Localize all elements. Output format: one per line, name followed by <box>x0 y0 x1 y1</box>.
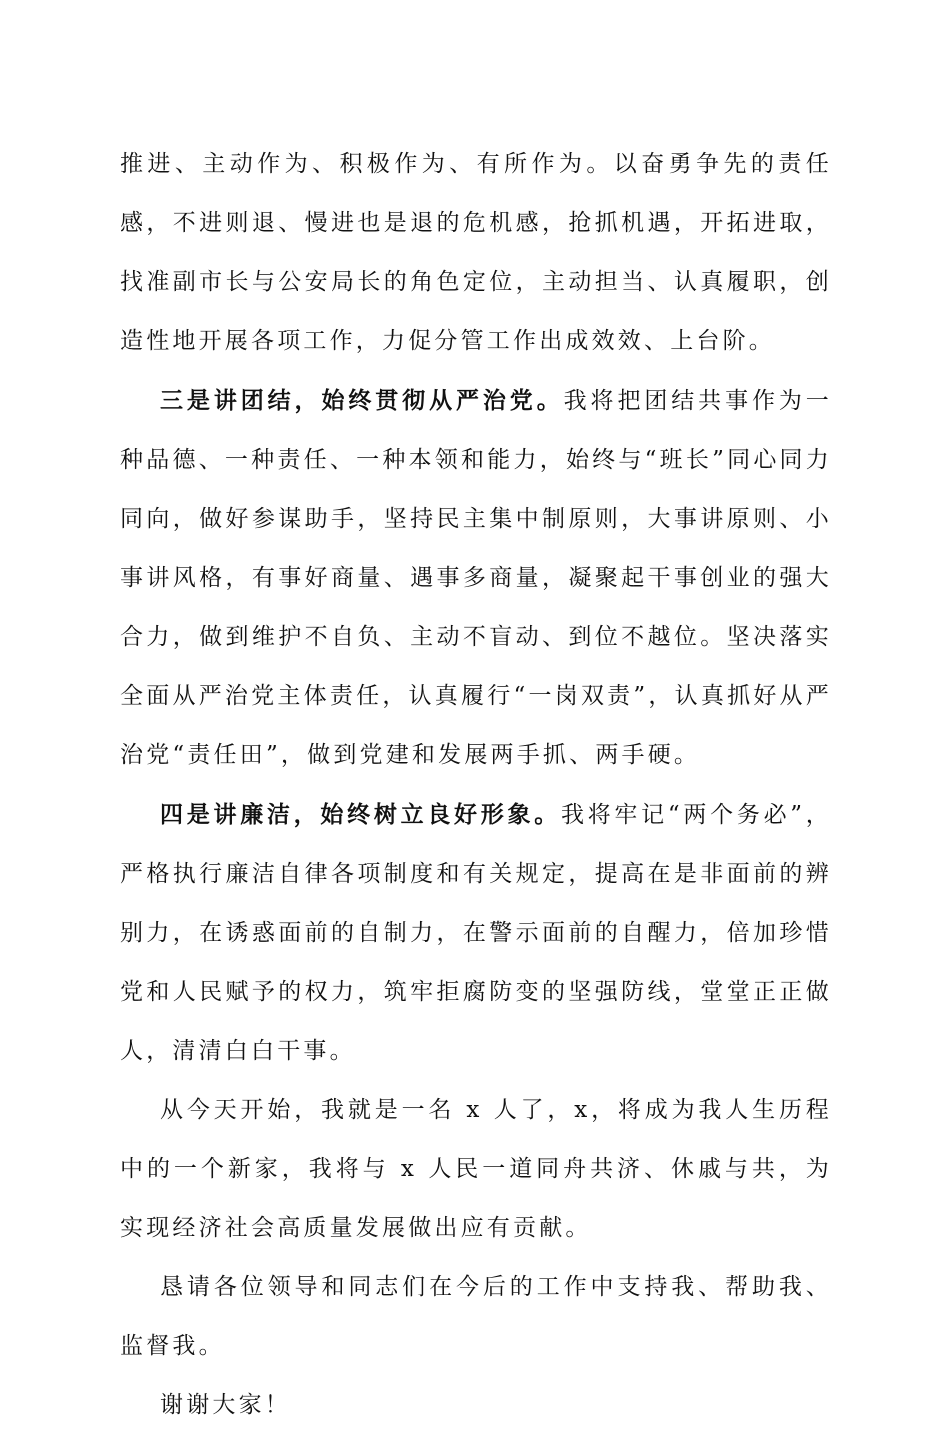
paragraph-thanks <box>120 1376 832 1435</box>
paragraph-body: 我将把团结共事作为一种品德、一种责任、一种本领和能力，始终与“班长”同心同力同向，做好参谋助手，坚持民主集中制原则，大事讲原则、小事讲风格，有事好商量、遇事多商量，凝聚起干事创业的强大合力，做到维护不自负、主动不盲动、到位不越位。坚决落实全面从严治党主体责任，认真履行“一岗双责”，认真抓好从严治党“责任田”，做到党建和发展两手抓、两手硬。 <box>120 388 833 768</box>
paragraph-continuation <box>120 135 832 371</box>
paragraph-unity <box>120 371 832 785</box>
paragraph-heading: 四是讲廉洁，始终树立良好形象。 <box>160 801 561 828</box>
paragraph-body: 我将牢记“两个务必”，严格执行廉洁自律各项制度和有关规定，提高在是非面前的辨别力，在诱惑面前的自制力，在警示面前的自醒力，倍加珍惜党和人民赋予的权力，筑牢拒腐防变的坚强防线，堂堂正正做人，清清白白干事。 <box>120 802 832 1064</box>
document-body <box>120 135 832 1435</box>
paragraph-body: 谢谢大家！ <box>160 1392 291 1418</box>
paragraph-new-home <box>120 1081 832 1258</box>
paragraph-integrity <box>120 785 832 1081</box>
paragraph-heading: 三是讲团结，始终贯彻从严治党。 <box>160 387 564 414</box>
paragraph-body: 从今天开始，我就是一名 x 人了，x，将成为我人生历程中的一个新家，我将与 x 人民一道同舟共济、休戚与共，为实现经济社会高质量发展做出应有贡献。 <box>120 1097 832 1241</box>
paragraph-body: 恳请各位领导和同志们在今后的工作中支持我、帮助我、监督我。 <box>120 1274 832 1359</box>
paragraph-body: 推进、主动作为、积极作为、有所作为。以奋勇争先的责任感，不进则退、慢进也是退的危机感，抢抓机遇，开拓进取，找准副市长与公安局长的角色定位，主动担当、认真履职，创造性地开展各项工作，力促分管工作出成效效、上台阶。 <box>120 151 832 354</box>
paragraph-request <box>120 1258 832 1376</box>
